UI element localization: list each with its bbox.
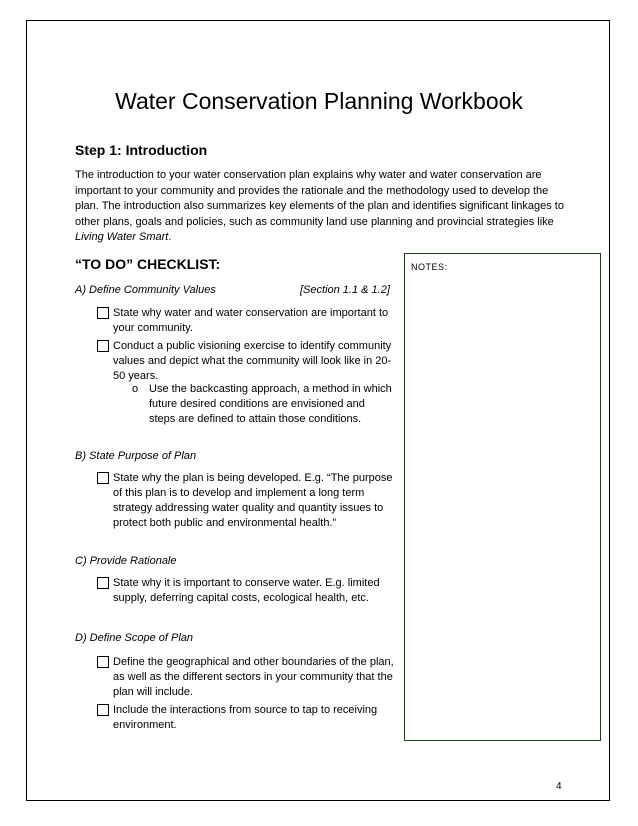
checklist-item-text: State why it is important to conserve water. E.g. limited supply, deferring capital costs, ecological health, etc. — [113, 577, 380, 604]
checklist-item — [97, 471, 395, 531]
checklist-heading: “TO DO” CHECKLIST: — [75, 256, 221, 272]
checkbox[interactable] — [97, 704, 109, 716]
sub-bullet-item — [132, 382, 394, 427]
sub-bullet-marker: o — [132, 383, 139, 395]
intro-end: . — [168, 231, 172, 243]
section-c-heading: C) Provide Rationale — [75, 555, 177, 567]
checkbox[interactable] — [97, 307, 109, 319]
checklist-item — [97, 339, 395, 384]
checkbox[interactable] — [97, 577, 109, 589]
page-number: 4 — [556, 781, 562, 792]
checklist-item — [97, 655, 395, 700]
checklist-item-text: State why water and water conservation are important to your community. — [113, 307, 389, 334]
intro-paragraph — [75, 168, 573, 246]
page-title: Water Conservation Planning Workbook — [115, 88, 523, 114]
checklist-item-text: Include the interactions from source to tap to receiving environment. — [113, 704, 378, 731]
checkbox[interactable] — [97, 340, 109, 352]
checkbox[interactable] — [97, 472, 109, 484]
checkbox[interactable] — [97, 656, 109, 668]
intro-text: The introduction to your water conservation plan explains why water and water conservation are important to your community and provides the rationale and the methodology used to develop the plan. The introduction also summarizes key elements of the plan and identifies significant linkages to other plans, goals and policies, such as community land use planning and provincial strategies like — [75, 169, 564, 228]
step-heading: Step 1: Introduction — [75, 142, 208, 158]
sub-bullet-text: Use the backcasting approach, a method in which future desired conditions are envisioned and steps are defined to attain those conditions. — [149, 383, 392, 425]
checklist-item-text: State why the plan is being developed. E.g. “The purpose of this plan is to develop and implement a long term strategy addressing water quality and quantity issues to protect both public and environmental health.” — [113, 472, 393, 529]
notes-label: NOTES: — [411, 262, 448, 272]
section-d-heading: D) Define Scope of Plan — [75, 632, 194, 644]
checklist-item-text: Conduct a public visioning exercise to identify community values and depict what the community will look like in 20-50 years. — [113, 340, 392, 382]
checklist-item — [97, 306, 395, 336]
section-b-heading: B) State Purpose of Plan — [75, 450, 197, 462]
notes-box[interactable] — [404, 253, 601, 741]
section-a-heading: A) Define Community Values — [75, 284, 216, 296]
checklist-item — [97, 576, 395, 606]
intro-italic-text: Living Water Smart — [75, 231, 169, 243]
checklist-item-text: Define the geographical and other boundaries of the plan, as well as the different sectors in your community that the plan will include. — [113, 656, 394, 698]
checklist-item — [97, 703, 395, 733]
section-a-reference: [Section 1.1 & 1.2] — [300, 284, 390, 296]
